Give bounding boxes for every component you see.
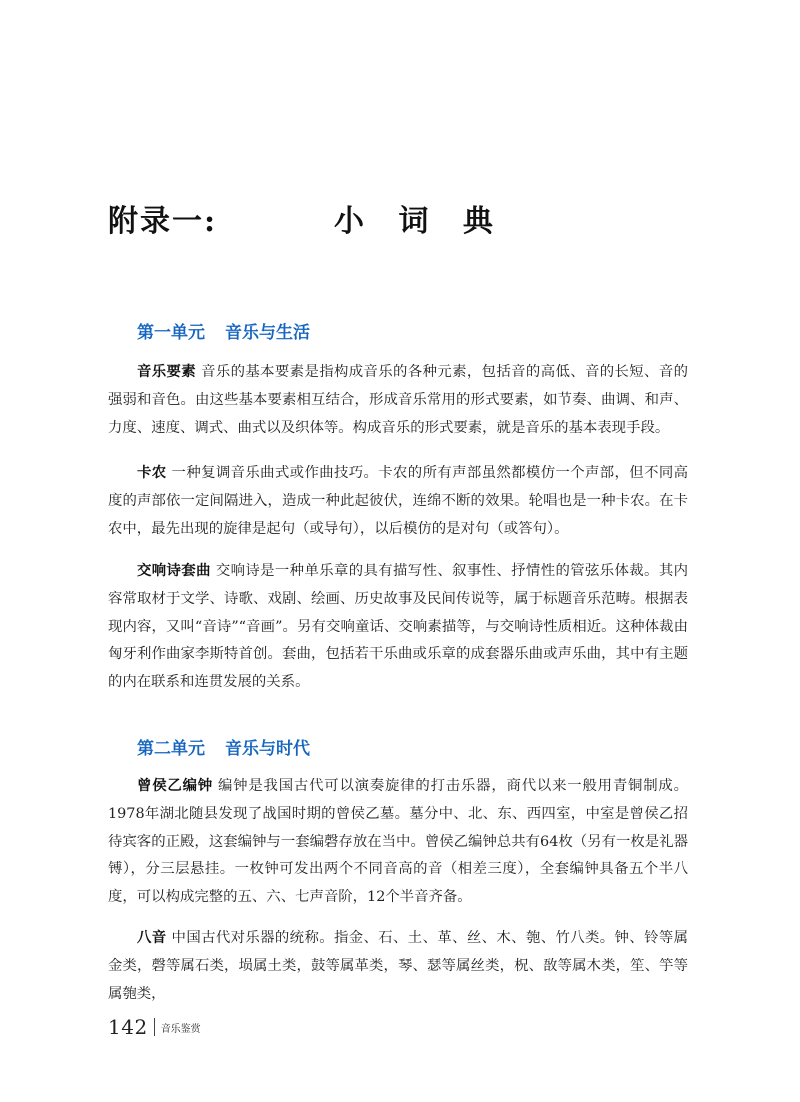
section-unit-label: 第一单元	[137, 323, 205, 343]
footer-divider	[154, 1018, 155, 1036]
section-heading-unit-2	[137, 734, 310, 759]
page-title	[108, 196, 708, 246]
section-unit-label: 第二单元	[137, 739, 205, 759]
dictionary-title: 小 词 典	[334, 204, 505, 239]
entry-term: 卡农	[137, 465, 167, 481]
dictionary-entry	[108, 773, 688, 912]
section-heading-unit-1	[137, 318, 310, 343]
entry-definition: 交响诗是一种单乐章的具有描写性、叙事性、抒情性的管弦乐体裁。其内容常取材于文学、诗歌、戏剧、绘画、历史故事及民间传说等，属于标题音乐范畴。根据表现内容，又叫“音诗”“音画”。另有交响童话、交响素描等，与交响诗性质相近。这种体裁由匈牙利作曲家李斯特首创。套曲，包括若干乐曲或乐章的成套器乐曲或声乐曲，其中有主题的内在联系和连贯发展的关系。	[108, 563, 688, 691]
entry-definition: 中国古代对乐器的统称。指金、石、土、革、丝、木、匏、竹八类。钟、铃等属金类，磬等属石类，埙属土类，鼓等属革类，琴、瑟等属丝类，柷、敔等属木类，笙、竽等属匏类，	[108, 930, 688, 1002]
book-title: 音乐鉴赏	[160, 1023, 201, 1035]
entry-definition: 一种复调音乐曲式或作曲技巧。卡农的所有声部虽然都模仿一个声部，但不同高度的声部依一定间隔进入，造成一种此起彼伏，连绵不断的效果。轮唱也是一种卡农。在卡农中，最先出现的旋律是起句（或导句），以后模仿的是对句（或答句）。	[108, 465, 688, 537]
entry-term: 音乐要素	[137, 364, 197, 380]
entry-term: 曾侯乙编钟	[137, 778, 213, 794]
dictionary-entry	[108, 925, 688, 1008]
entry-definition: 音乐的基本要素是指构成音乐的各种元素，包括音的高低、音的长短、音的强弱和音色。由这些基本要素相互结合，形成音乐常用的形式要素，如节奏、曲调、和声、力度、速度、调式、曲式以及织体等。构成音乐的形式要素，就是音乐的基本表现手段。	[108, 364, 688, 436]
entry-term: 八音	[137, 930, 167, 946]
entry-term: 交响诗套曲	[137, 563, 211, 579]
dictionary-entry	[108, 359, 688, 442]
dictionary-entry	[108, 460, 688, 543]
section-theme-label: 音乐与生活	[225, 323, 310, 343]
dictionary-entry	[108, 558, 688, 697]
entry-definition: 编钟是我国古代可以演奏旋律的打击乐器，商代以来一般用青铜制成。1978年湖北随县发现了战国时期的曾侯乙墓。墓分中、北、东、西四室，中室是曾侯乙招待宾客的正殿，这套编钟与一套编磬存放在当中。曾侯乙编钟总共有64枚（另有一枚是礼器镈），分三层悬挂。一枚钟可发出两个不同音高的音（相差三度），全套编钟具备五个半八度，可以构成完整的五、六、七声音阶，12个半音齐备。	[108, 778, 688, 906]
section-theme-label: 音乐与时代	[225, 739, 310, 759]
appendix-label: 附录一:	[108, 204, 218, 239]
page-footer	[108, 1014, 201, 1040]
page-number: 142	[108, 1015, 148, 1039]
